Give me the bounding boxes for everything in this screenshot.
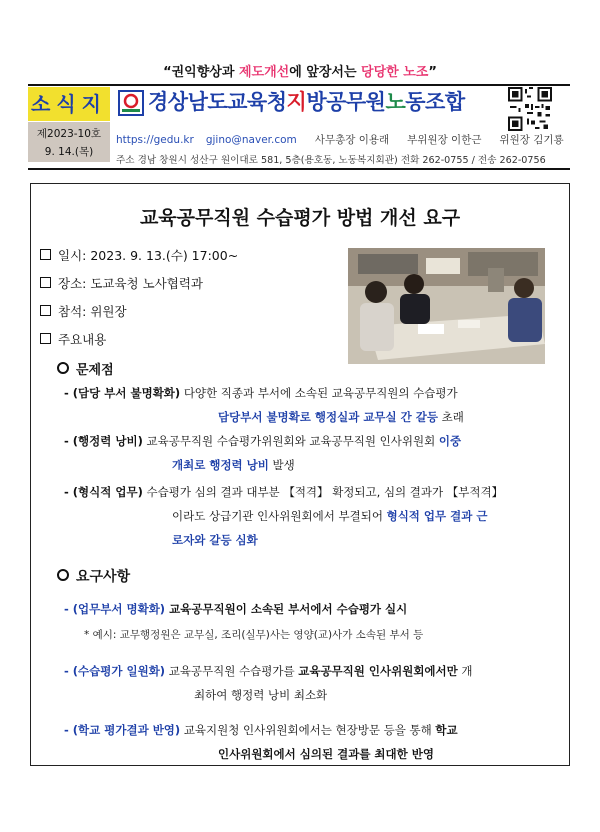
checkbox-bullet-icon: [40, 333, 51, 344]
demand-3: - (학교 평가결과 반영) 교육지원청 인사위원회에서는 현장방문 등을 통해 학교: [64, 723, 458, 737]
demands-heading: 요구사항: [57, 566, 130, 586]
problem-1-cont: 담당부서 불명확로 행정실과 교무실 간 갈등 초래: [218, 410, 464, 424]
address-line: 주소 경남 창원시 성산구 원이대로 581, 5층(용호동, 노동복지회관) 전화 262-0755 / 전송 262-0756: [116, 155, 546, 166]
demand-1: - (업무부서 명확화) 교육공무직원이 소속된 부서에서 수습평가 실시: [64, 602, 408, 616]
demand-2-cont: 최하여 행정력 낭비 최소화: [194, 688, 328, 702]
union-name: 경상남도교육청지방공무원노동조합: [148, 90, 465, 114]
meeting-photo: [348, 248, 545, 364]
issue-number: 제2023-10호: [36, 128, 102, 140]
newsletter-badge: 소식지: [28, 87, 110, 121]
contact-line: [116, 132, 564, 147]
main-content-label: 주요내용: [40, 330, 106, 348]
problems-heading: 문제점: [57, 359, 114, 378]
circle-bullet-icon: [57, 362, 69, 374]
problem-2: - (행정력 낭비) 교육공무직원 수습평가위원회와 교육공무직원 인사위원회 이중: [64, 434, 462, 448]
chairperson: 위원장 김기룡: [499, 134, 564, 146]
issue-date: 9. 14.(목): [44, 146, 94, 158]
demand-1-note: * 예시: 교무행정원은 교무실, 조리(실무)사는 영양(교)사가 소속된 부서 등: [84, 629, 424, 641]
meeting-attendees: 참석: 위원장: [40, 302, 127, 320]
slogan: “권익향상과 제도개선에 앞장서는 당당한 노조”: [163, 65, 437, 80]
problem-3: - (형식적 업무) 수습평가 심의 결과 대부분 【적격】 확정되고, 심의 결과가 【부적격】: [64, 485, 504, 499]
union-logo-icon: [118, 90, 144, 116]
vice-chair: 부위원장 이한근: [407, 134, 482, 146]
qr-code-icon[interactable]: [508, 87, 552, 131]
problem-2-cont: 개최로 행정력 낭비 발생: [172, 458, 295, 472]
header-bottom-rule: [28, 168, 570, 170]
problem-3-cont2: 로자와 갈등 심화: [172, 533, 258, 547]
website-link[interactable]: https://gedu.kr: [116, 134, 194, 146]
meeting-place: 장소: 도교육청 노사협력과: [40, 274, 203, 292]
problem-1: - (담당 부서 불명확화) 다양한 직종과 부서에 소속된 교육공무직원의 수습평가: [64, 386, 458, 400]
secretary-general: 사무총장 이용래: [314, 134, 390, 146]
meeting-date: 일시: 2023. 9. 13.(수) 17:00~: [40, 246, 238, 264]
article-title: 교육공무직원 수습평가 방법 개선 요구: [139, 207, 461, 229]
checkbox-bullet-icon: [40, 305, 51, 316]
issue-info: [28, 122, 110, 162]
demand-3-cont: 인사위원회에서 심의된 결과를 최대한 반영: [218, 747, 434, 761]
circle-bullet-icon: [57, 569, 69, 581]
checkbox-bullet-icon: [40, 249, 51, 260]
checkbox-bullet-icon: [40, 277, 51, 288]
email-link[interactable]: gjino@naver.com: [205, 134, 297, 146]
demand-2: - (수습평가 일원화) 교육공무직원 수습평가를 교육공무직원 인사위원회에서만 개: [64, 664, 473, 678]
problem-3-cont: 이라도 상급기관 인사위원회에서 부결되어 형식적 업무 결과 근: [172, 509, 488, 523]
